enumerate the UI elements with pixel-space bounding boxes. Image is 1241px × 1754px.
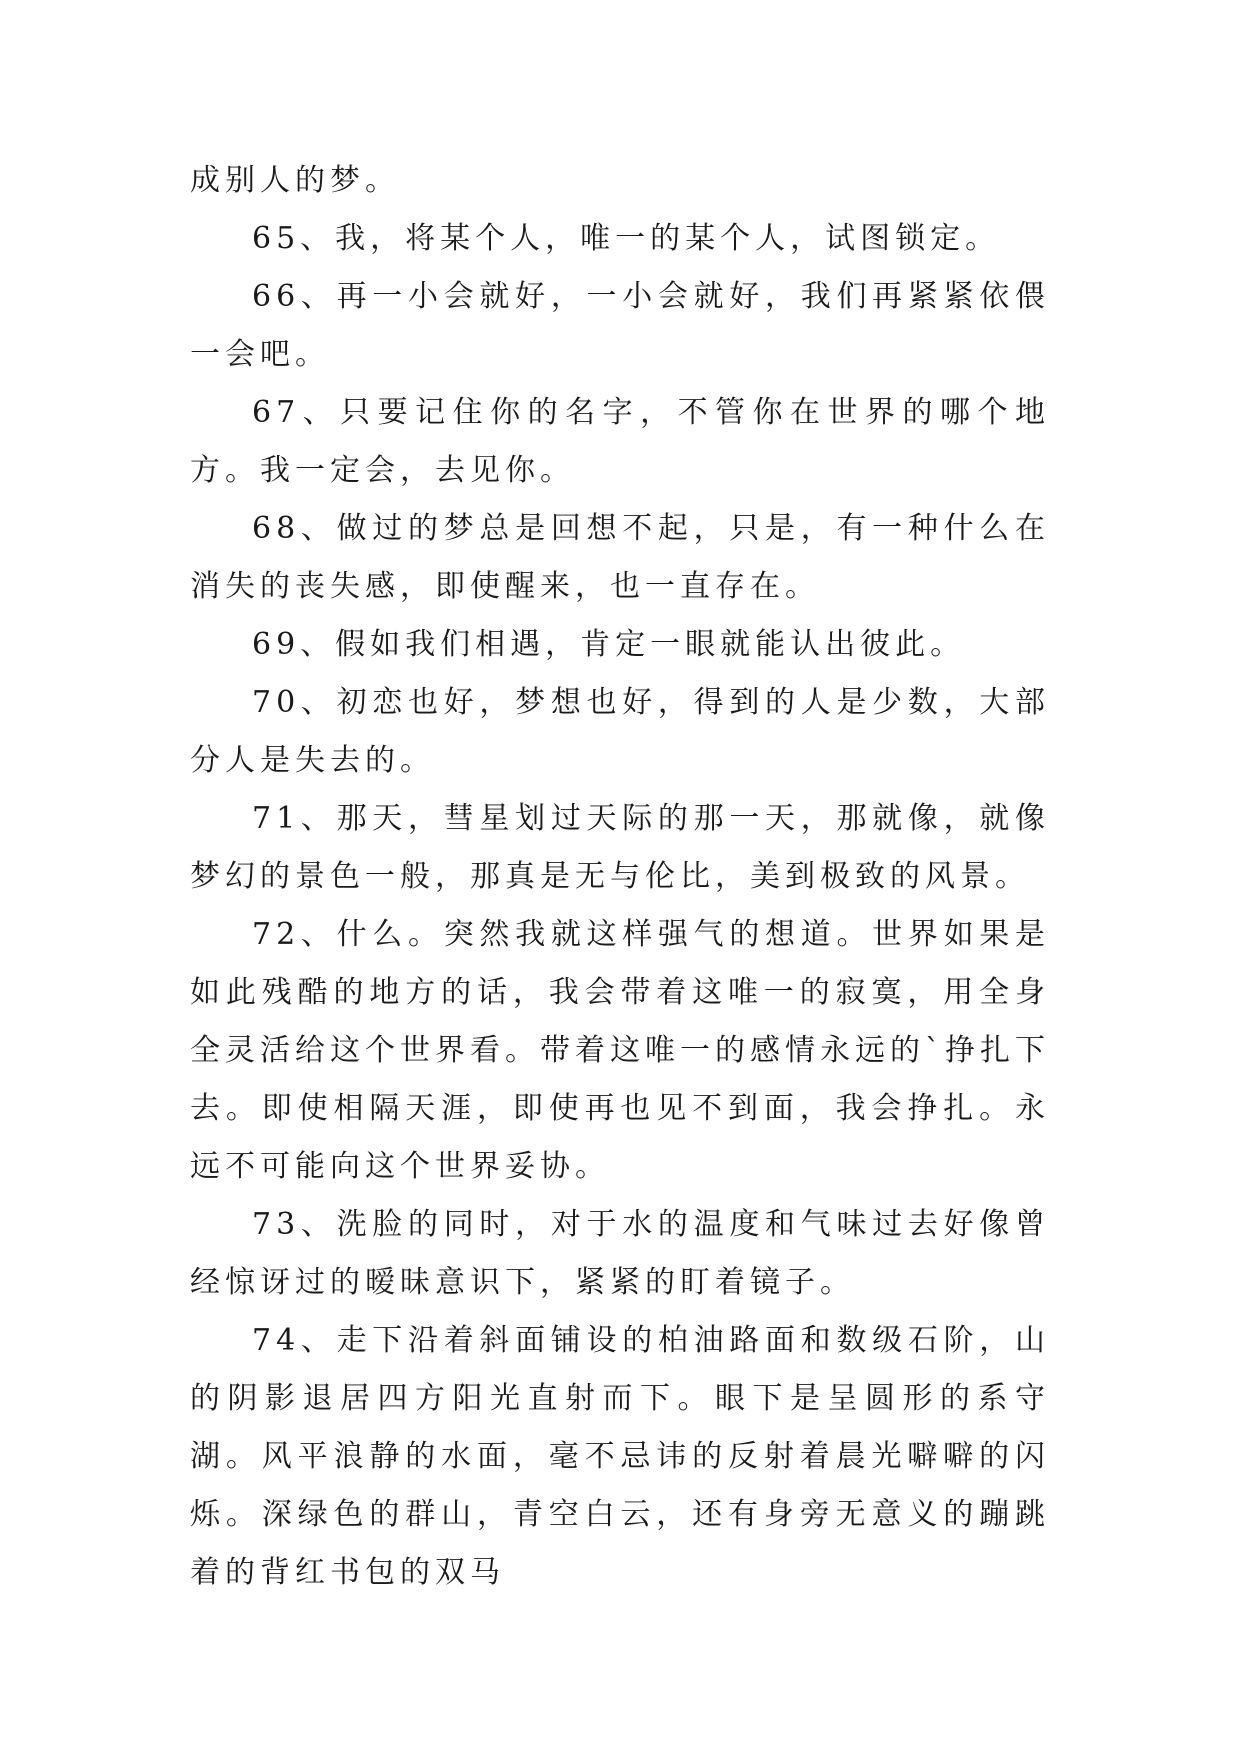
paragraph-70: 70、初恋也好，梦想也好，得到的人是少数，大部分人是失去的。 xyxy=(190,685,1050,778)
paragraph-73: 73、洗脸的同时，对于水的温度和气味过去好像曾经惊讶过的暧昧意识下，紧紧的盯着镜子。 xyxy=(190,1207,1050,1300)
paragraph-74: 74、走下沿着斜面铺设的柏油路面和数级石阶，山的阴影退居四方阳光直射而下。眼下是呈圆形的系守湖。风平浪静的水面，毫不忌讳的反射着晨光噼噼的闪烁。深绿色的群山，青空白云，还有身旁无意义的蹦跳着的背红书包的双马 xyxy=(190,1323,1050,1590)
paragraph-72: 72、什么。突然我就这样强气的想道。世界如果是如此残酷的地方的话，我会带着这唯一的寂寞，用全身全灵活给这个世界看。带着这唯一的感情永远的`挣扎下去。即使相隔天涯，即使再也见不到面，我会挣扎。永远不可能向这个世界妥协。 xyxy=(190,917,1050,1184)
paragraph-66: 66、再一小会就好，一小会就好，我们再紧紧依偎一会吧。 xyxy=(190,279,1050,372)
paragraph-71: 71、那天，彗星划过天际的那一天，那就像，就像梦幻的景色一般，那真是无与伦比，美到极致的风景。 xyxy=(190,801,1050,894)
paragraph-67: 67、只要记住你的名字，不管你在世界的哪个地方。我一定会，去见你。 xyxy=(190,395,1050,488)
paragraph-68: 68、做过的梦总是回想不起，只是，有一种什么在消失的丧失感，即使醒来，也一直存在。 xyxy=(190,511,1050,604)
paragraph-65: 65、我，将某个人，唯一的某个人，试图锁定。 xyxy=(252,221,1001,256)
paragraph-continuation: 成别人的梦。 xyxy=(190,163,400,198)
paragraph-69: 69、假如我们相遇，肯定一眼就能认出彼此。 xyxy=(252,627,966,662)
document-body xyxy=(190,152,1050,1602)
